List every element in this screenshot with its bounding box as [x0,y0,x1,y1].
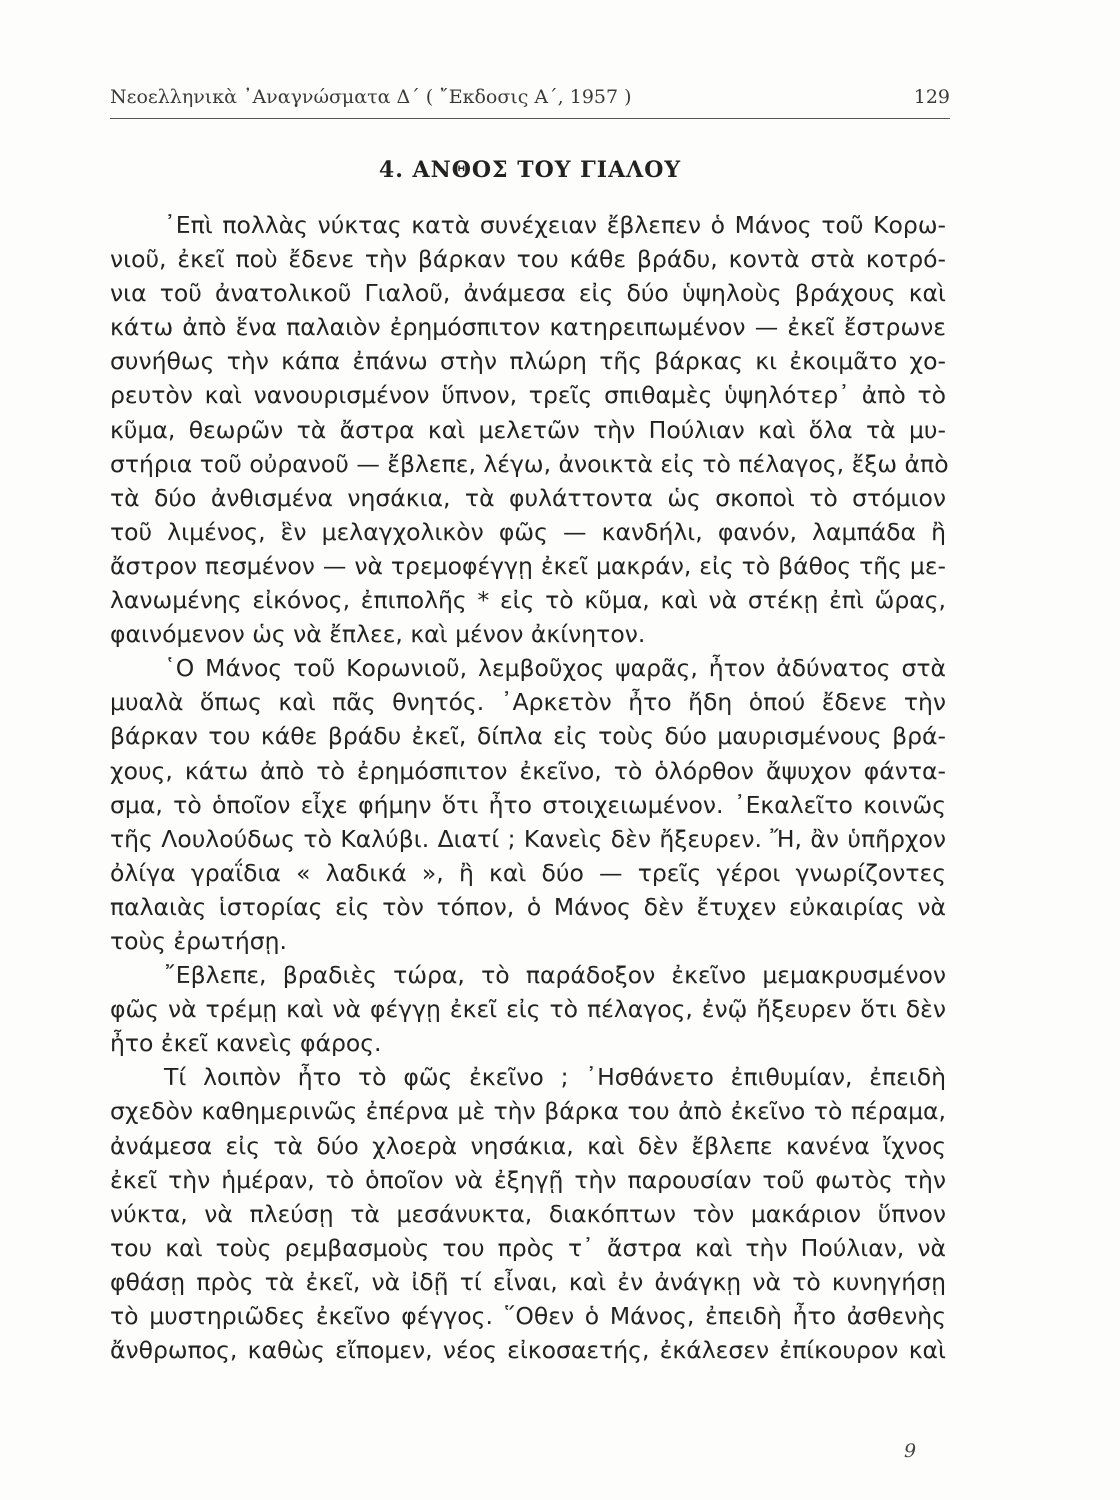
text-line: τοῦ λιμένος, ἓν μελαγχολικὸν φῶς — κανδήλι, φανόν, λαμπάδα ἢ [110,517,946,546]
text-line: σμα, τὸ ὁποῖον εἶχε φήμην ὅτι ἦτο στοιχειωμένον. ᾿Εκαλεῖτο κοινῶς [110,790,946,819]
signature-mark: 9 [904,1440,917,1462]
text-line: ρευτὸν καὶ νανουρισμένον ὕπνον, τρεῖς σπιθαμὲς ὑψηλότερ᾿ ἀπὸ τὸ [110,381,946,410]
text-line: ἐκεῖ τὴν ἡμέραν, τὸ ὁποῖον νὰ ἐξηγῇ τὴν παρουσίαν τοῦ φωτὸς τὴν [110,1165,946,1194]
text-line: φθάσῃ πρὸς τὰ ἐκεῖ, νὰ ἰδῇ τί εἶναι, καὶ ἐν ἀνάγκῃ νὰ τὸ κυνηγήσῃ [110,1267,946,1296]
text-line: μυαλὰ ὅπως καὶ πᾶς θνητός. ᾿Αρκετὸν ἦτο ἤδη ὁπού ἔδενε τὴν [110,688,946,717]
text-line: νια τοῦ ἀνατολικοῦ Γιαλοῦ, ἀνάμεσα εἰς δύο ὑψηλοὺς βράχους καὶ [110,279,946,308]
text-line: συνήθως τὴν κάπα ἐπάνω στὴν πλώρη τῆς βάρκας κι ἐκοιμᾶτο χο- [110,347,946,376]
text-line: κῦμα, θεωρῶν τὰ ἄστρα καὶ μελετῶν τὴν Πούλιαν καὶ ὅλα τὰ μυ- [110,415,946,444]
running-header [110,86,950,116]
text-line: σχεδὸν καθημερινῶς ἐπέρνα μὲ τὴν βάρκα του ἀπὸ ἐκεῖνο τὸ πέραμα, [110,1097,946,1126]
text-line: ῾Ο Μάνος τοῦ Κορωνιοῦ, λεμβοῦχος ψαρᾶς, ἦτον ἀδύνατος στὰ [164,654,946,683]
text-line: κάτω ἀπὸ ἕνα παλαιὸν ἐρημόσπιτον κατηρειπωμένον — ἐκεῖ ἔστρωνε [110,313,946,342]
text-line: φῶς νὰ τρέμῃ καὶ νὰ φέγγῃ ἐκεῖ εἰς τὸ πέλαγος, ἐνῷ ἤξευρεν ὅτι δὲν [110,995,946,1024]
running-title: Νεοελληνικὰ ᾿Αναγνώσματα Δ΄ ( ῎Εκδοσις Α΄, 1957 ) [110,86,632,108]
text-line: τὸ μυστηριῶδες ἐκεῖνο φέγγος. ῞Οθεν ὁ Μάνος, ἐπειδὴ ἦτο ἀσθενὴς [110,1302,946,1330]
text-line: φαινόμενον ὡς νὰ ἔπλεε, καὶ μένον ἀκίνητον. [110,620,646,649]
text-line: στήρια τοῦ οὐρανοῦ — ἔβλεπε, λέγω, ἀνοικτὰ εἰς τὸ πέλαγος, ἔξω ἀπὸ [110,449,949,478]
text-line: του καὶ τοὺς ρεμβασμοὺς του πρὸς τ᾿ ἄστρα καὶ τὴν Πούλιαν, νὰ [110,1233,946,1262]
text-line: νιοῦ, ἐκεῖ ποὺ ἔδενε τὴν βάρκαν του κάθε βράδυ, κοντὰ στὰ κοτρό- [110,245,946,274]
text-line: τῆς Λουλούδως τὸ Καλύβι. Διατί ; Κανεὶς δὲν ἤξευρεν. Ἤ, ἂν ὑπῆρχον [110,824,946,853]
text-line: ῎Εβλεπε, βραδιὲς τώρα, τὸ παράδοξον ἐκεῖνο μεμακρυσμένον [164,961,946,990]
header-rule [110,118,950,119]
page-number: 129 [913,86,950,108]
text-line: τοὺς ἐρωτήσῃ. [110,926,287,955]
text-line: ὀλίγα γραΐδια « λαδικά », ἢ καὶ δύο — τρεῖς γέροι γνωρίζοντες [110,858,946,887]
text-line: χους, κάτω ἀπὸ τὸ ἐρημόσπιτον ἐκεῖνο, τὸ ὁλόρθον ἄψυχον φάντα- [110,756,946,785]
text-line: ἦτο ἐκεῖ κανεὶς φάρος. [110,1029,382,1058]
text-line: βάρκαν του κάθε βράδυ ἐκεῖ, δίπλα εἰς τοὺς δύο μαυρισμένους βρά- [110,722,946,751]
text-line: ἀνάμεσα εἰς τὰ δύο χλοερὰ νησάκια, καὶ δὲν ἔβλεπε κανένα ἴχνος [110,1131,946,1160]
text-line: νύκτα, νὰ πλεύσῃ τὰ μεσάνυκτα, διακόπτων τὸν μακάριον ὕπνον [110,1199,946,1228]
text-line: ᾿Επὶ πολλὰς νύκτας κατὰ συνέχειαν ἔβλεπεν ὁ Μάνος τοῦ Κορω- [164,211,946,239]
body-text [110,208,949,1367]
text-line: παλαιὰς ἱστορίας εἰς τὸν τόπον, ὁ Μάνος δὲν ἔτυχεν εὐκαιρίας νὰ [110,892,946,921]
text-line: τὰ δύο ἀνθισμένα νησάκια, τὰ φυλάττοντα ὡς σκοποὶ τὸ στόμιον [110,483,946,512]
text-line: ἄνθρωπος, καθὼς εἴπομεν, νέος εἰκοσαετής, ἐκάλεσεν ἐπίκουρον καὶ [110,1336,946,1365]
chapter-title: 4. ΑΝΘΟΣ ΤΟΥ ΓΙΑΛΟΥ [378,157,682,183]
text-line: Τί λοιπὸν ἦτο τὸ φῶς ἐκεῖνο ; ᾿Ησθάνετο ἐπιθυμίαν, ἐπειδὴ [164,1063,946,1092]
text-line: λανωμένης εἰκόνος, ἐπιπολῆς * εἰς τὸ κῦμα, καὶ νὰ στέκῃ ἐπὶ ὥρας, [110,586,946,615]
text-line: ἄστρον πεσμένον — νὰ τρεμοφέγγῃ ἐκεῖ μακράν, εἰς τὸ βάθος τῆς με- [110,551,946,580]
